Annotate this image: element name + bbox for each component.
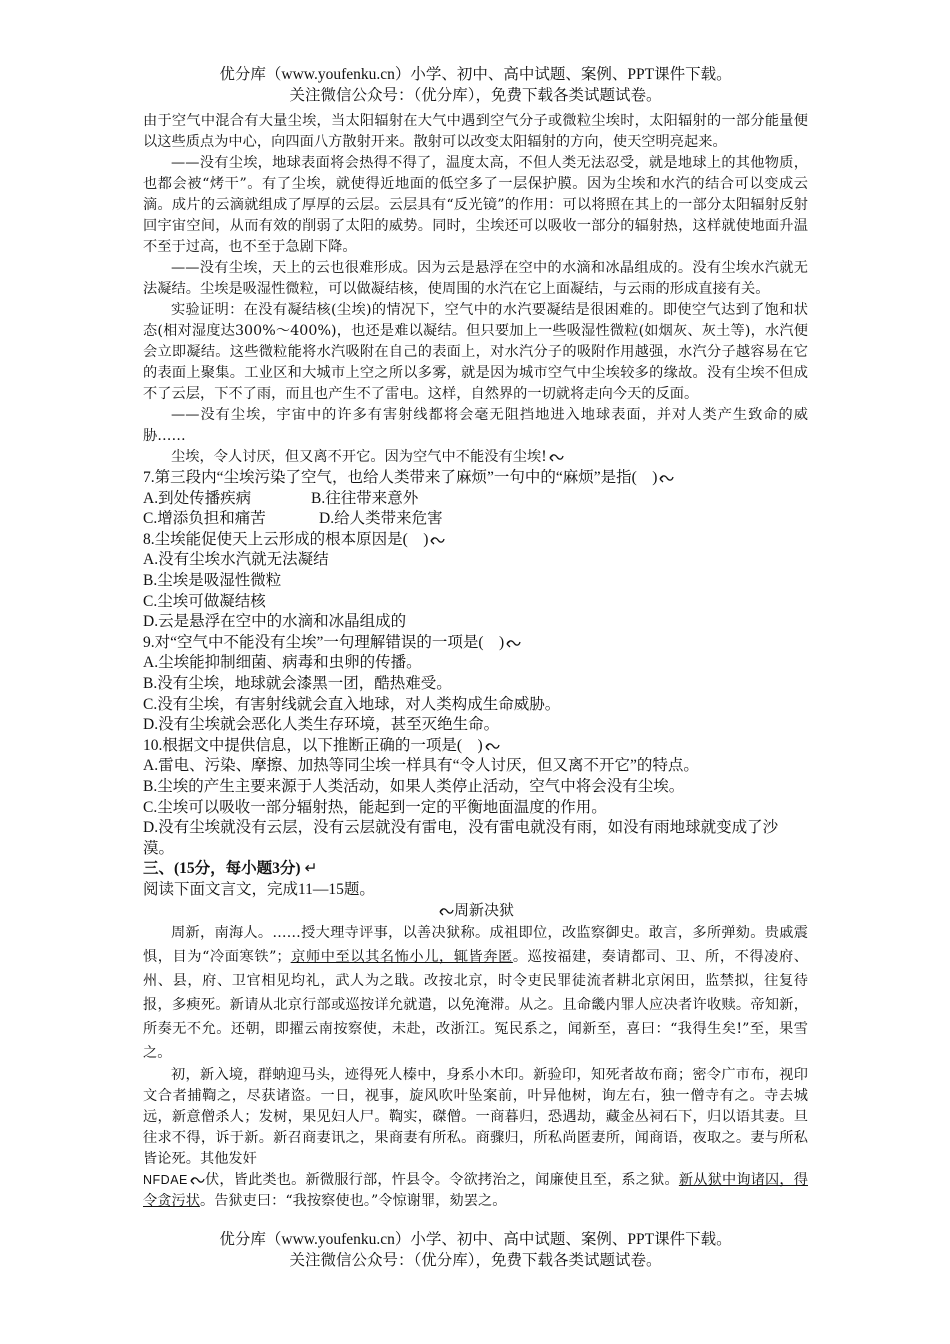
- paragraph: ——没有尘埃，地球表面将会热得不得了，温度太高，不但人类无法忍受，就是地球上的其他物质，也都会被“烤干”。有了尘埃，就使得近地面的低空多了一层保护膜。因为尘埃和水汽的结合可以变成云滴。成片的云滴就组成了厚厚的云层。云层具有“反光镜”的作用：可以将照在其上的一部分太阳辐射反射回宇宙空间，从而有效的削弱了太阳的威势。同时，尘埃还可以吸收一部分的辐射热，这样就使地面升温不至于过高，也不至于急剧下降。: [143, 155, 808, 255]
- paragraph: ——没有尘埃，宇宙中的许多有害射线都将会毫无阻挡地进入地球表面，并对人类产生致命的威胁……: [143, 407, 808, 444]
- paragraph: [143, 1065, 808, 1212]
- section-heading-text: 三、(15分，每小题3分): [143, 860, 301, 878]
- paragraph-text: 初，新入境，群蚋迎马头，迹得死人榛中，身系小木印。新验印，知死者故布商；密令广市布，视印文合者捕鞫之，尽获诸盗。一日，视事，旋风吹叶坠案前，叶异他树，询左右，独一僧寺有之。寺去城远，新意僧杀人；发树，果见妇人尸。鞫实，磔僧。一商暮归，恐遇劫，藏金丛祠石下，归以语其妻。旦往求不得，诉于新。新召商妻讯之，果商妻有所私。商骤归，所私尚匿妻所，闻商语，夜取之。妻与所私皆论死。其他发奸: [143, 1067, 808, 1168]
- passage-zhou-xin: [143, 921, 808, 1212]
- paragraph-text: 。告狱吏曰：“我按察使也。”令惊谢罪，劾罢之。: [199, 1193, 507, 1210]
- return-mark-icon: ↵: [300, 860, 318, 878]
- question-stem: [143, 736, 808, 757]
- paragraph-text: 尘埃，令人讨厌，但又离不开它。因为空气中不能没有尘埃!: [171, 449, 547, 465]
- footer-line-2: 关注微信公众号：（优分库），免费下载各类试题试卷。: [289, 1252, 662, 1269]
- section-3: [143, 859, 808, 921]
- document-page: [143, 64, 808, 1212]
- option-a: A.到处传播疾病: [143, 489, 252, 507]
- option-b: B.尘埃是吸湿性微粒: [143, 571, 282, 589]
- paragraph: [143, 447, 808, 468]
- option-c: C.尘埃可做凝结核: [143, 592, 266, 610]
- underlined-sentence: 京师中至以其名怖小儿，辄皆奔匿: [290, 949, 513, 966]
- question-7: [143, 468, 808, 530]
- return-mark-icon: [549, 453, 564, 462]
- paragraph: [143, 921, 808, 1065]
- option-b: B.没有尘埃，地球就会漆黑一团，酷热难受。: [143, 674, 452, 692]
- page-header: [143, 64, 808, 106]
- question-stem-text: 7.第三段内“尘埃污染了空气，也给人类带来了麻烦”一句中的“麻烦”是指( ): [143, 469, 658, 486]
- question-8: [143, 530, 808, 633]
- option-c: C.尘埃可以吸收一部分辐射热，能起到一定的平衡地面温度的作用。: [143, 798, 607, 816]
- return-mark-icon: [506, 639, 521, 648]
- page-footer: [143, 1229, 808, 1271]
- option-c: C.增添负担和痛苦: [143, 510, 266, 528]
- underlined-sentence: 新从狱中询诸囚，得令贪污状: [143, 1172, 809, 1210]
- section-heading: [143, 859, 808, 880]
- paragraph: 实验证明：在没有凝结核(尘埃)的情况下，空气中的水汽要凝结是很困难的。即使空气达到了饱和状态(相对湿度达300%～400%)，也还是难以凝结。但只要加上一些吸湿性微粒(如烟灰、灰土等)，水汽便会立即凝结。这些微粒能将水汽吸附在自己的表面上，对水汽分子的吸附作用越强，水汽分子越容易在它的表面上聚集。工业区和大城市上空之所以多雾，就是因为城市空气中尘埃较多的缘故。没有尘埃不但成不了云层，下不了雨，而且也产生不了雷电。这样，自然界的一切就将走向今天的反面。: [143, 302, 808, 402]
- return-mark-icon: [430, 536, 445, 545]
- option-row: [143, 489, 808, 510]
- question-10: [143, 736, 808, 860]
- question-stem: [143, 633, 808, 654]
- question-stem-text: 8.尘埃能促使天上云形成的根本原因是( ): [143, 530, 429, 548]
- question-stem-text: 10.根据文中提供信息，以下推断正确的一项是( ): [143, 736, 483, 754]
- footer-line-1: 优分库（www.youfenku.cn）小学、初中、高中试题、案例、PPT课件下载。: [219, 1231, 732, 1248]
- question-stem: [143, 530, 808, 551]
- stray-text: NFDAE: [143, 1173, 188, 1188]
- return-mark-icon: [439, 907, 454, 916]
- header-line-2: 关注微信公众号：（优分库），免费下载各类试题试卷。: [289, 87, 662, 104]
- passage-title: [143, 900, 808, 921]
- header-line-1: 优分库（www.youfenku.cn）小学、初中、高中试题、案例、PPT课件下载。: [219, 66, 732, 83]
- option-d: D.云是悬浮在空中的水滴和冰晶组成的: [143, 613, 407, 631]
- question-stem: [143, 468, 808, 489]
- option-a: A.没有尘埃水汽就无法凝结: [143, 551, 329, 569]
- section-instruction: 阅读下面文言文，完成11—15题。: [143, 880, 375, 898]
- option-d: D.给人类带来危害: [319, 510, 443, 528]
- passage-dust: [143, 111, 808, 468]
- option-b: B.尘埃的产生主要来源于人类活动，如果人类停止活动，空气中将会没有尘埃。: [143, 777, 685, 795]
- paragraph: ——没有尘埃，天上的云也很难形成。因为云是悬浮在空中的水滴和冰晶组成的。没有尘埃水汽就无法凝结。尘埃是吸湿性微粒，可以做凝结核，使周围的水汽在它上面凝结，与云雨的形成直接有关。: [143, 260, 808, 297]
- paragraph-text: 周新，南海人。……授大理寺评事，以善决狱称。成祖即位，改监察御史。敢言，多所弹劾。贵戚震惧，目为“冷面寒铁”；: [143, 925, 808, 966]
- return-mark-icon: [190, 1176, 205, 1185]
- option-a: A.雷电、污染、摩擦、加热等同尘埃一样具有“令人讨厌，但又离不开它”的特点。: [143, 757, 699, 775]
- paragraph-text: 伏，皆此类也。新微服行部，忤县令。令欲拷治之，闻廉使且至，系之狱。: [204, 1172, 679, 1189]
- question-stem-text: 9.对“空气中不能没有尘埃”一句理解错误的一项是( ): [143, 633, 505, 651]
- return-mark-icon: [659, 474, 674, 483]
- question-9: [143, 633, 808, 736]
- option-a: A.尘埃能抑制细菌、病毒和虫卵的传播。: [143, 654, 422, 672]
- paragraph: 由于空气中混合有大量尘埃，当太阳辐射在大气中遇到空气分子或微粒尘埃时，太阳辐射的一部分能量便以这些质点为中心，向四面八方散射开来。散射可以改变太阳辐射的方向，使天空明亮起来。: [143, 113, 808, 150]
- option-row: [143, 509, 808, 530]
- option-b: B.往往带来意外: [311, 489, 419, 507]
- paragraph-text: 。巡按福建，奏请都司、卫、所，不得凌府、州、县，府、卫官相见均礼，武人为之戢。改按北京，时令吏民罪徒流者耕北京闲田，监禁拟，往复待报，多瘐死。新请从北京行部或巡按详允就遣，以免淹滞。从之。且命畿内罪人应决者许收赎。帝知新，所奏无不允。还朝，即擢云南按察使，未赴，改浙江。冤民系之，闻新至，喜曰：“我得生矣!”至，果雪之。: [143, 949, 808, 1062]
- option-d: D.没有尘埃就没有云层，没有云层就没有雷电，没有雷电就没有雨，如没有雨地球就变成了沙漠。: [143, 819, 779, 857]
- passage-title-text: 周新决狱: [453, 901, 514, 920]
- option-c: C.没有尘埃，有害射线就会直入地球，对人类构成生命威胁。: [143, 695, 561, 713]
- option-d: D.没有尘埃就会恶化人类生存环境，甚至灭绝生命。: [143, 716, 500, 734]
- return-mark-icon: [485, 742, 500, 751]
